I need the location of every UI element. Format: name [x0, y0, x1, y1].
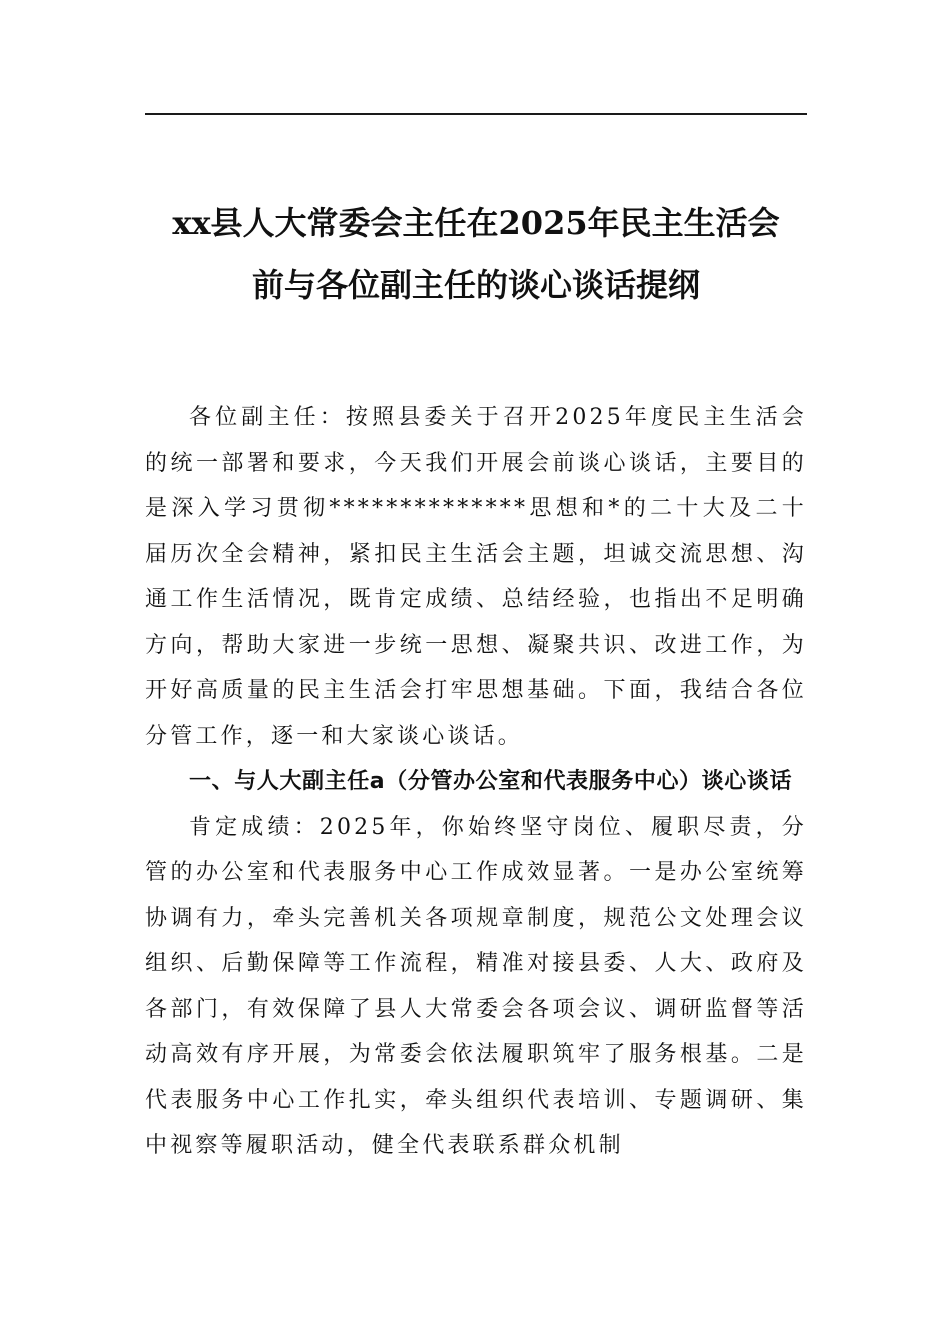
document-title [145, 192, 807, 316]
intro-paragraph: 各位副主任：按照县委关于召开2025年度民主生活会的统一部署和要求，今天我们开展会前谈心谈话，主要目的是深入学习贯彻**************思想和*的二十大及二十届历次全会精神，紧扣民主生活会主题，坦诚交流思想、沟通工作生活情况，既肯定成绩、总结经验，也指出不足明确方向，帮助大家进一步统一思想、凝聚共识、改进工作，为开好高质量的民主生活会打牢思想基础。下面，我结合各位分管工作，逐一和大家谈心谈话。 [145, 405, 807, 749]
section-heading-1: 一、与人大副主任a（分管办公室和代表服务中心）谈心谈话 [189, 769, 793, 794]
title-line-2: 前与各位副主任的谈心谈话提纲 [251, 266, 700, 304]
document-body [145, 395, 807, 1169]
section-1-paragraph: 肯定成绩：2025年，你始终坚守岗位、履职尽责，分管的办公室和代表服务中心工作成效显著。一是办公室统筹协调有力，牵头完善机关各项规章制度，规范公文处理会议组织、后勤保障等工作流程，精准对接县委、人大、政府及各部门，有效保障了县人大常委会各项会议、调研监督等活动高效有序开展，为常委会依法履职筑牢了服务根基。二是代表服务中心工作扎实，牵头组织代表培训、专题调研、集中视察等履职活动，健全代表联系群众机制 [145, 814, 807, 1158]
header-rule [145, 113, 807, 115]
title-line-1: xx县人大常委会主任在2025年民主生活会 [172, 204, 780, 242]
